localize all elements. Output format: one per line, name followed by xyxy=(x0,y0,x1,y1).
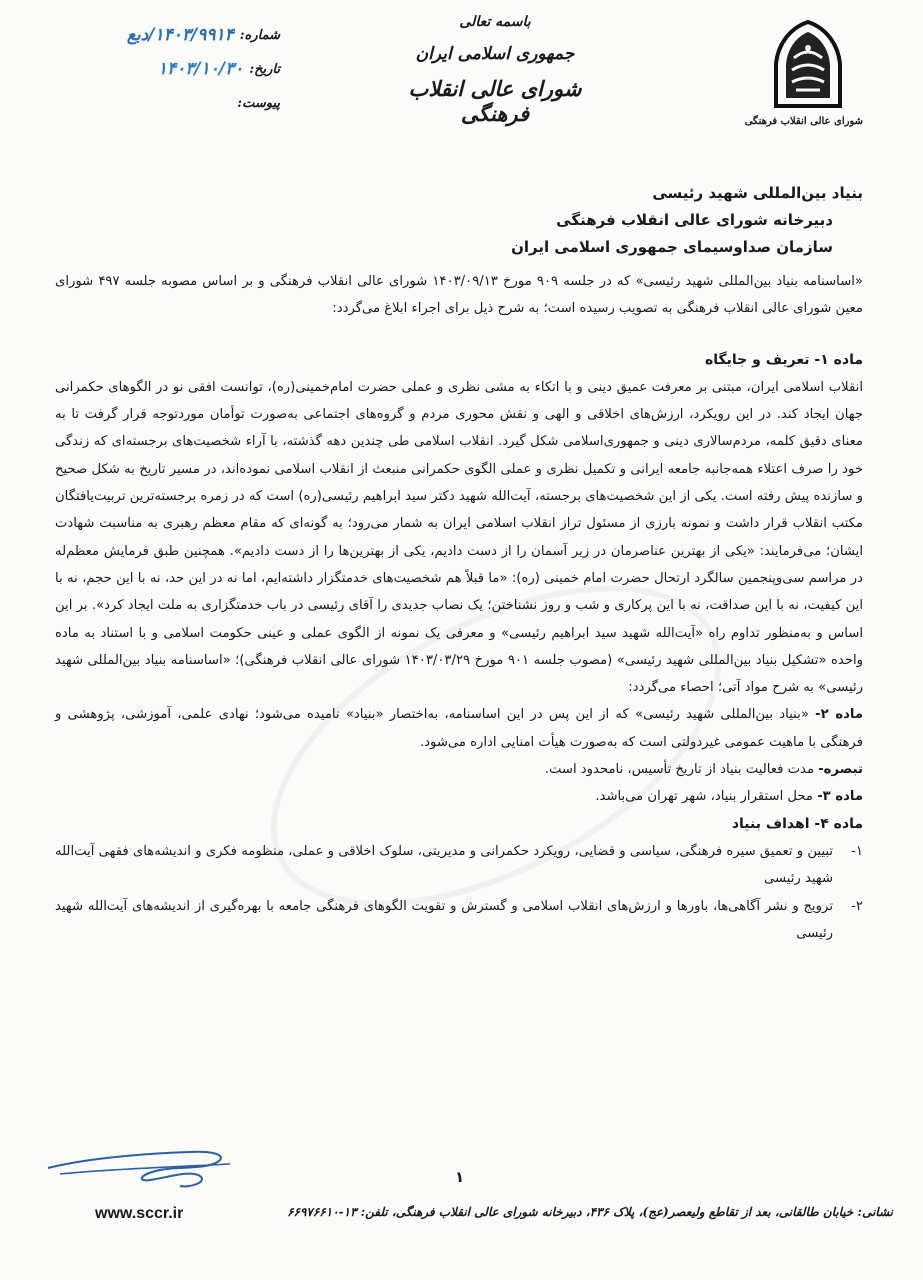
article-2 xyxy=(55,701,863,756)
bismillah: باسمه تعالی xyxy=(459,14,531,30)
page-number: ۱ xyxy=(455,1168,465,1186)
list-item-number: ۲- xyxy=(851,898,863,914)
list-item xyxy=(55,838,863,893)
list-item-number: ۱- xyxy=(851,843,863,859)
country-name: جمهوری اسلامی ایران xyxy=(415,44,575,64)
note-label: تبصره- xyxy=(818,762,863,778)
recipient: دبیرخانه شورای عالی انقلاب فرهنگی xyxy=(556,211,833,229)
logo-caption: شورای عالی انقلاب فرهنگی xyxy=(744,116,863,127)
letter-date-row xyxy=(10,52,280,86)
letter-number-row xyxy=(10,18,280,52)
list-item xyxy=(55,893,863,948)
list-item-text: تبیین و تعمیق سیره فرهنگی، سیاسی و قضایی، رویکرد حکمرانی و مدیریتی، سلوک اخلاقی و عملی، منظومه فکری و اندیشه‌های فقهی آیت‌الله شهید رئیسی xyxy=(55,843,833,887)
council-logo xyxy=(744,18,863,140)
website-link[interactable]: www.sccr.ir xyxy=(95,1205,184,1222)
article-1-text: انقلاب اسلامی ایران، مبتنی بر معرفت عمیق دینی و با اتکاء به مشی نظری و عملی حضرت امام‌خمینی(ره)، توانست افقی نو در الگوهای حکمرانی جهان ایجاد کند. در این رویکرد، ارزش‌های اخلاقی و الهی و نقش محوری مردم و گروه‌های اجتماعی به‌صورت توأمان موردتوجه قرار گرفت تا به معنای دقیق کلمه، مردم‌سالاری دینی و جمهوری‌اسلامی شکل گیرد. انقلاب اسلامی طی چندین دهه گذشته، با آراء شخصیت‌های برجسته‌ای که زندگی خود را صرف اعتلاء همه‌جانبه جامعه ایرانی و تکمیل نظری و عملی الگوی حکمرانی منبعث از انقلاب اسلامی نموده‌اند، در مسیر تاریخ به شکل صحیح و سازنده پیش رفته است. یکی از این شخصیت‌های برجسته، آیت‌الله شهید دکتر سید ابراهیم رئیسی(ره) است که در زمره برجسته‌ترین تربیت‌یافتگان مکتب انقلاب قرار داشت و نمونه بارزی از مسئول تراز انقلاب اسلامی ایران به شمار می‌رود؛ به گونه‌ای که مقام معظم رهبری به مناسبت شهادت ایشان؛ می‌فرمایند: «یکی از بهترین عناصرمان در زیر آسمان را از دست دادیم، یکی از بهترین‌ها را از دست دادیم». همچنین طبق فرمایش معظم‌له در مراسم سی‌وپنجمین سالگرد ارتحال حضرت امام خمینی (ره): «ما قبلاً هم شخصیت‌های خدمتگزار داشته‌ایم، اما نه در این حد، نه با این حجم، نه با این کیفیت، نه با این صداقت، نه با این پرکاری و شب و روز نشناختن؛ یک نصاب جدیدی را آقای رئیسی در باب خدمتگزاری به ملت ایجاد کرد». بر این اساس و به‌منظور تداوم راه «آیت‌الله شهید سید ابراهیم رئیسی» و معرفی یک نمونه از الگوی عملی و عینی حکومت اسلامی و با استناد به ماده واحده «تشکیل بنیاد بین‌المللی شهید رئیسی» (مصوب جلسه ۹۰۱ مورخ ۱۴۰۳/۰۳/۲۹ شورای عالی انقلاب فرهنگی)؛ «اساسنامه بنیاد بین‌المللی شهید رئیسی» به شرح مواد آتی؛ احصاء می‌گردد: xyxy=(55,379,864,696)
council-name: شورای عالی انقلاب فرهنگی xyxy=(408,76,582,126)
council-emblem-icon xyxy=(760,18,856,114)
article-3-text: محل استقرار بنیاد، شهر تهران می‌باشد. xyxy=(595,789,818,805)
article-1-title: ماده ۱- تعریف و جایگاه xyxy=(705,351,863,368)
signature xyxy=(40,1130,240,1200)
recipient: بنیاد بین‌المللی شهید رئیسی xyxy=(652,184,863,202)
letter-date: ۱۴۰۳/۱۰/۳۰ xyxy=(157,59,244,79)
date-label: تاریخ: xyxy=(249,61,280,77)
note-text: مدت فعالیت بنیاد از تاریخ تأسیس، نامحدود است. xyxy=(544,762,819,778)
article-2-text: «بنیاد بین‌المللی شهید رئیسی» که از این پس در این اساسنامه، به‌اختصار «بنیاد» نامیده می‌شود؛ نهادی علمی، آموزشی، پژوهشی و فرهنگی با ماهیت عمومی غیردولتی است که به‌صورت هیأت امنایی اداره می‌شود. xyxy=(55,707,863,750)
article-4-title: ماده ۴- اهداف بنیاد xyxy=(731,815,863,832)
footer-address: نشانی: خیابان طالقانی، بعد از تقاطع ولیعصر(عج)، پلاک ۴۳۶، دبیرخانه شورای عالی انقلاب فرهنگی، تلفن: ۱۳-۶۶۹۷۶۶۱۰ xyxy=(287,1205,893,1219)
letter-meta xyxy=(10,18,280,120)
recipients xyxy=(55,180,863,261)
intro-paragraph: «اساسنامه بنیاد بین‌المللی شهید رئیسی» که در جلسه ۹۰۹ مورخ ۱۴۰۳/۰۹/۱۳ شورای عالی انقلاب فرهنگی و بر اساس مصوبه جلسه ۴۹۷ شورای معین شورای عالی انقلاب فرهنگی به تصویب رسیده است؛ به شرح ذیل برای اجراء ابلاغ می‌گردد: xyxy=(55,274,863,317)
note xyxy=(55,756,863,783)
attachment-row xyxy=(10,86,280,120)
letter-number: ۱۴۰۳/۹۹۱۴/دبع xyxy=(126,25,234,45)
letterhead-title xyxy=(400,14,590,126)
number-label: شماره: xyxy=(239,27,280,43)
letter-body xyxy=(55,180,863,947)
goals-list xyxy=(55,838,863,947)
attachment-label: پیوست: xyxy=(237,95,280,111)
article-2-label: ماده ۲- xyxy=(815,707,863,723)
list-item-text: ترویج و نشر آگاهی‌ها، باورها و ارزش‌های انقلاب اسلامی و گسترش و تقویت الگوهای فرهنگی جامعه با بهره‌گیری از اندیشه‌های آیت‌الله شهید رئیسی xyxy=(55,898,833,941)
article-3 xyxy=(55,783,863,810)
article-3-label: ماده ۳- xyxy=(817,789,863,805)
recipient: سازمان صداوسیمای جمهوری اسلامی ایران xyxy=(511,238,833,256)
